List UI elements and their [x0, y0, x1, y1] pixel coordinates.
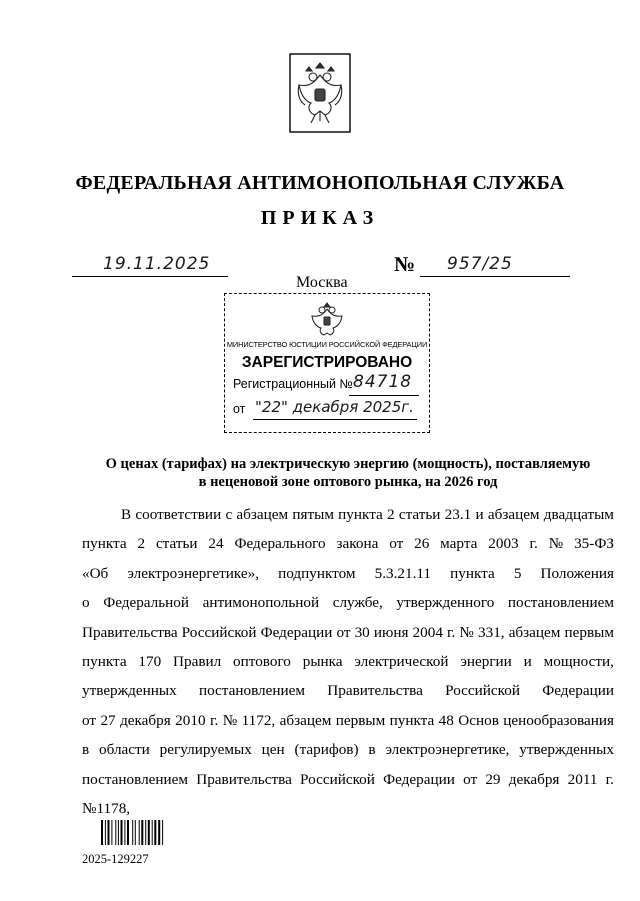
registration-stamp	[224, 293, 430, 433]
stamp-date-underline	[253, 419, 417, 420]
body-word: Правил	[173, 653, 222, 671]
body-word: июня	[373, 623, 409, 641]
body-word: о	[82, 594, 90, 612]
body-word: декабря	[508, 770, 560, 788]
city: Москва	[296, 274, 348, 291]
body-word: ценообразования	[503, 711, 614, 729]
body-word: 27	[100, 711, 116, 729]
body-line	[82, 706, 614, 735]
date-underline	[72, 276, 228, 277]
body-word: с	[225, 506, 233, 523]
organization-name: ФЕДЕРАЛЬНАЯ АНТИМОНОПОЛЬНАЯ СЛУЖБА	[75, 172, 565, 194]
body-word: Российской	[300, 770, 375, 788]
body-word: 2010	[175, 711, 206, 729]
body-word: и	[523, 653, 532, 671]
coat-of-arms-icon	[289, 53, 351, 133]
body-word: г.	[209, 711, 219, 729]
body-word: Федерации	[260, 623, 333, 641]
body-line	[82, 735, 614, 764]
document-type: ПРИКАЗ	[260, 207, 380, 229]
body-word: первым	[335, 711, 386, 729]
body-word: Федерации	[383, 770, 455, 788]
body-line	[82, 676, 614, 705]
body-word: электрической	[354, 653, 449, 671]
body-text	[82, 500, 614, 823]
body-word: «Об	[82, 564, 109, 582]
body-word: №	[82, 800, 97, 818]
body-word: Правительства	[196, 770, 292, 788]
body-word: г.	[605, 770, 614, 788]
number-underline	[420, 276, 570, 277]
body-word: 29	[485, 770, 501, 788]
body-word: 2	[387, 506, 395, 523]
body-word: в	[82, 741, 90, 759]
body-line	[82, 500, 614, 529]
body-line	[82, 529, 614, 558]
body-word: 1172,	[241, 711, 276, 729]
body-word: Российской	[181, 623, 257, 641]
body-word: В	[121, 506, 132, 523]
stamp-ministry: МИНИСТЕРСТВО ЮСТИЦИИ РОССИЙСКОЙ ФЕДЕРАЦИИ	[226, 340, 428, 349]
stamp-number: 84718	[353, 372, 413, 392]
body-word: пункта	[338, 506, 383, 523]
body-word: №	[548, 535, 564, 553]
body-word: электроэнергетике,	[385, 741, 510, 759]
body-word: 5	[513, 564, 522, 582]
body-word: Основ	[458, 711, 499, 729]
body-word: 2004	[412, 623, 443, 641]
body-line	[82, 588, 614, 617]
order-title-line: в неценовой зоне оптового рынка, на 2026 год	[198, 474, 498, 490]
stamp-number-label: Регистрационный №	[233, 377, 353, 391]
body-word: 23.1	[444, 506, 472, 523]
body-word: службе,	[332, 594, 383, 612]
body-word: утвержденных	[519, 741, 614, 759]
body-word: 170	[138, 653, 162, 671]
body-word: Федерации	[542, 682, 614, 700]
order-title	[60, 455, 636, 491]
order-number: 957/25	[447, 254, 513, 274]
body-line	[82, 559, 614, 588]
stamp-status: ЗАРЕГИСТРИРОВАНО	[241, 354, 413, 371]
body-word: Федеральной	[103, 594, 190, 612]
body-word: регулируемых	[159, 741, 252, 759]
body-word: от	[389, 535, 404, 553]
body-word: (тарифов)	[294, 741, 359, 759]
body-word: от	[82, 711, 97, 729]
body-word: Российской	[445, 682, 520, 700]
body-word: абзацем	[279, 711, 332, 729]
body-word: первым	[564, 623, 614, 641]
body-word: статьи	[155, 535, 198, 553]
body-word: Правительства	[327, 682, 423, 700]
body-word: пункта	[82, 535, 127, 553]
body-word: цен	[261, 741, 285, 759]
body-word: г.	[447, 623, 456, 641]
body-word: оптового	[233, 653, 291, 671]
body-word: 2	[137, 535, 146, 553]
body-word: пункта	[389, 711, 435, 729]
body-word: закона	[336, 535, 379, 553]
body-word: энергии	[460, 653, 512, 671]
body-word: абзацем	[236, 506, 289, 523]
body-word: двадцатым	[543, 506, 614, 523]
body-word: 30	[354, 623, 370, 641]
body-word: марта	[440, 535, 478, 553]
body-word: №	[222, 711, 238, 729]
body-word: 2003	[488, 535, 519, 553]
body-word: пункта	[450, 564, 495, 582]
order-title-line: О ценах (тарифах) на электрическую энергию (мощность), поставляемую	[105, 456, 591, 472]
body-word: утвержденных	[82, 682, 177, 700]
body-word: 5.3.21.11	[374, 564, 431, 582]
body-word: в	[368, 741, 376, 759]
body-word: подпунктом	[278, 564, 356, 582]
body-word: статьи	[398, 506, 441, 523]
body-line	[82, 618, 614, 647]
stamp-emblem-icon	[309, 300, 345, 338]
body-word: 26	[414, 535, 430, 553]
body-word: и	[475, 506, 484, 523]
stamp-number-underline	[349, 395, 419, 396]
body-word: 1178,	[96, 800, 131, 818]
body-word: Правительства	[82, 623, 178, 641]
stamp-date-label: от	[233, 402, 246, 416]
body-word: мощности,	[543, 653, 614, 671]
body-word: №	[459, 623, 474, 641]
body-word: постановлением	[198, 682, 305, 700]
body-word: постановлением	[82, 770, 189, 788]
body-word: Федерального	[234, 535, 326, 553]
barcode-icon	[101, 820, 171, 845]
body-word: постановлением	[507, 594, 614, 612]
body-word: абзацем	[487, 506, 540, 523]
body-line	[82, 765, 614, 794]
barcode-number: 2025-129227	[82, 852, 149, 866]
body-word: г.	[529, 535, 538, 553]
body-word: Положения	[540, 564, 614, 582]
body-line	[82, 647, 614, 676]
body-word: 48	[438, 711, 454, 729]
body-word: рынка	[302, 653, 343, 671]
body-word: области	[99, 741, 150, 759]
body-word: абзацем	[508, 623, 561, 641]
body-word: 24	[208, 535, 224, 553]
number-sign: №	[394, 252, 416, 276]
body-word: 35-ФЗ	[574, 535, 614, 553]
body-word: пункта	[82, 653, 127, 671]
order-date: 19.11.2025	[103, 254, 211, 274]
body-word: 2011	[567, 770, 598, 788]
body-word: декабря	[120, 711, 171, 729]
stamp-date: "22" декабря 2025г.	[255, 398, 414, 416]
body-word: 331,	[478, 623, 505, 641]
body-word: электроэнергетике»,	[127, 564, 259, 582]
body-word: соответствии	[135, 506, 222, 523]
body-word: утвержденного	[396, 594, 495, 612]
body-word: от	[463, 770, 478, 788]
body-word: антимонопольной	[202, 594, 320, 612]
body-word: от	[336, 623, 351, 641]
body-word: пятым	[292, 506, 334, 523]
